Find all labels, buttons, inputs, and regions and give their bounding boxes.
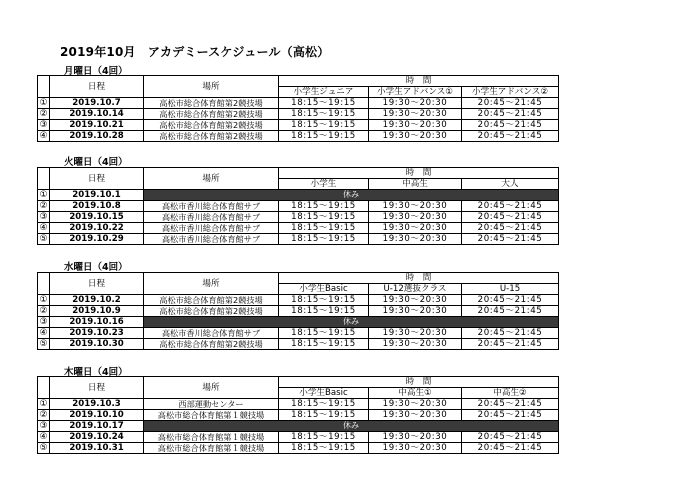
row-date: 2019.10.22 bbox=[50, 223, 144, 234]
header-blank bbox=[38, 377, 50, 399]
category-2: 中高生 bbox=[369, 179, 462, 190]
row-time-3: 20:45～21:45 bbox=[462, 339, 559, 350]
row-time-1: 18:15～19:15 bbox=[279, 339, 369, 350]
category-1: 小学生Basic bbox=[279, 388, 369, 399]
table-row bbox=[38, 443, 559, 454]
row-time-3: 20:45～21:45 bbox=[462, 328, 559, 339]
rest-day-bar: 休み bbox=[144, 190, 559, 201]
category-3: 小学生アドバンス② bbox=[462, 87, 559, 98]
row-date: 2019.10.28 bbox=[50, 131, 144, 142]
row-place: 高松市総合体育館第2競技場 bbox=[144, 120, 279, 131]
table-row bbox=[38, 328, 559, 339]
row-time-2: 19:30～20:30 bbox=[369, 295, 462, 306]
header-time: 時 間 bbox=[279, 273, 559, 284]
header-blank bbox=[38, 168, 50, 190]
table-row bbox=[38, 190, 559, 201]
row-date: 2019.10.29 bbox=[50, 234, 144, 245]
row-number: ① bbox=[39, 295, 48, 305]
row-place: 高松市総合体育館第2競技場 bbox=[144, 295, 279, 306]
row-number: ④ bbox=[39, 432, 48, 442]
row-place: 高松市総合体育館第2競技場 bbox=[144, 131, 279, 142]
row-time-3: 20:45～21:45 bbox=[462, 98, 559, 109]
row-time-2: 19:30～20:30 bbox=[369, 306, 462, 317]
row-time-2: 19:30～20:30 bbox=[369, 410, 462, 421]
header-time: 時 間 bbox=[279, 377, 559, 388]
row-time-2: 19:30～20:30 bbox=[369, 234, 462, 245]
row-time-3: 20:45～21:45 bbox=[462, 306, 559, 317]
row-number: ③ bbox=[39, 120, 48, 130]
day-heading-monday: 月曜日（4回） bbox=[64, 66, 128, 77]
row-number: ② bbox=[39, 410, 48, 420]
row-time-3: 20:45～21:45 bbox=[462, 223, 559, 234]
row-number: ④ bbox=[39, 223, 48, 233]
row-place: 高松市香川総合体育館サブ bbox=[144, 223, 279, 234]
row-date: 2019.10.17 bbox=[50, 421, 144, 432]
row-date: 2019.10.30 bbox=[50, 339, 144, 350]
row-time-1: 18:15～19:15 bbox=[279, 212, 369, 223]
category-2: 中高生① bbox=[369, 388, 462, 399]
row-time-2: 19:30～20:30 bbox=[369, 432, 462, 443]
row-time-1: 18:15～19:15 bbox=[279, 131, 369, 142]
row-time-1: 18:15～19:15 bbox=[279, 443, 369, 454]
row-date: 2019.10.16 bbox=[50, 317, 144, 328]
row-date: 2019.10.2 bbox=[50, 295, 144, 306]
row-time-2: 19:30～20:30 bbox=[369, 328, 462, 339]
row-number: ② bbox=[39, 306, 48, 316]
row-time-3: 20:45～21:45 bbox=[462, 234, 559, 245]
schedule-table-wednesday bbox=[37, 272, 559, 350]
row-time-1: 18:15～19:15 bbox=[279, 328, 369, 339]
category-3: 大人 bbox=[462, 179, 559, 190]
rest-day-bar: 休み bbox=[144, 317, 559, 328]
table-row bbox=[38, 295, 559, 306]
row-time-2: 19:30～20:30 bbox=[369, 223, 462, 234]
row-date: 2019.10.3 bbox=[50, 399, 144, 410]
row-time-1: 18:15～19:15 bbox=[279, 98, 369, 109]
row-time-2: 19:30～20:30 bbox=[369, 120, 462, 131]
row-number: ④ bbox=[39, 131, 48, 141]
row-number: ② bbox=[39, 201, 48, 211]
row-time-1: 18:15～19:15 bbox=[279, 399, 369, 410]
day-heading-wednesday: 水曜日（4回） bbox=[64, 262, 128, 273]
row-place: 高松市香川総合体育館サブ bbox=[144, 234, 279, 245]
row-place: 高松市香川総合体育館サブ bbox=[144, 212, 279, 223]
row-number: ③ bbox=[39, 421, 48, 431]
day-heading-thursday: 木曜日（4回） bbox=[64, 367, 128, 378]
row-number: ② bbox=[39, 109, 48, 119]
row-date: 2019.10.31 bbox=[50, 443, 144, 454]
category-1: 小学生ジュニア bbox=[279, 87, 369, 98]
row-date: 2019.10.14 bbox=[50, 109, 144, 120]
table-row bbox=[38, 339, 559, 350]
schedule-table-thursday bbox=[37, 376, 559, 454]
row-date: 2019.10.24 bbox=[50, 432, 144, 443]
row-place: 高松市総合体育館第2競技場 bbox=[144, 98, 279, 109]
row-number: ③ bbox=[39, 317, 48, 327]
table-row bbox=[38, 410, 559, 421]
row-place: 西部運動センター bbox=[144, 399, 279, 410]
header-place: 場所 bbox=[144, 377, 279, 399]
row-time-2: 19:30～20:30 bbox=[369, 339, 462, 350]
table-row bbox=[38, 201, 559, 212]
row-number: ⑤ bbox=[39, 339, 48, 349]
row-time-3: 20:45～21:45 bbox=[462, 201, 559, 212]
category-1: 小学生 bbox=[279, 179, 369, 190]
row-time-2: 19:30～20:30 bbox=[369, 109, 462, 120]
row-date: 2019.10.9 bbox=[50, 306, 144, 317]
row-number: ① bbox=[39, 190, 48, 200]
row-number: ⑤ bbox=[39, 443, 48, 453]
table-row bbox=[38, 131, 559, 142]
row-time-2: 19:30～20:30 bbox=[369, 443, 462, 454]
row-date: 2019.10.10 bbox=[50, 410, 144, 421]
header-place: 場所 bbox=[144, 76, 279, 98]
header-date: 日程 bbox=[50, 168, 144, 190]
row-time-3: 20:45～21:45 bbox=[462, 109, 559, 120]
table-row bbox=[38, 432, 559, 443]
header-blank bbox=[38, 273, 50, 295]
row-date: 2019.10.15 bbox=[50, 212, 144, 223]
row-time-3: 20:45～21:45 bbox=[462, 295, 559, 306]
row-time-3: 20:45～21:45 bbox=[462, 399, 559, 410]
table-row bbox=[38, 223, 559, 234]
rest-day-bar: 休み bbox=[144, 421, 559, 432]
table-row bbox=[38, 421, 559, 432]
table-row bbox=[38, 306, 559, 317]
row-time-1: 18:15～19:15 bbox=[279, 295, 369, 306]
table-row bbox=[38, 98, 559, 109]
row-place: 高松市香川総合体育館サブ bbox=[144, 328, 279, 339]
category-3: 中高生② bbox=[462, 388, 559, 399]
row-number: ⑤ bbox=[39, 234, 48, 244]
header-time: 時 間 bbox=[279, 168, 559, 179]
row-time-2: 19:30～20:30 bbox=[369, 201, 462, 212]
header-time: 時 間 bbox=[279, 76, 559, 87]
row-place: 高松市総合体育館第１競技場 bbox=[144, 410, 279, 421]
row-time-3: 20:45～21:45 bbox=[462, 131, 559, 142]
category-2: U-12選抜クラス bbox=[369, 284, 462, 295]
header-blank bbox=[38, 76, 50, 98]
page-title: 2019年10月 アカデミースケジュール（高松） bbox=[60, 45, 330, 59]
table-row bbox=[38, 399, 559, 410]
row-time-3: 20:45～21:45 bbox=[462, 120, 559, 131]
table-row bbox=[38, 120, 559, 131]
row-time-2: 19:30～20:30 bbox=[369, 98, 462, 109]
row-time-3: 20:45～21:45 bbox=[462, 212, 559, 223]
header-date: 日程 bbox=[50, 377, 144, 399]
row-time-3: 20:45～21:45 bbox=[462, 443, 559, 454]
row-time-1: 18:15～19:15 bbox=[279, 109, 369, 120]
day-heading-tuesday: 火曜日（4回） bbox=[64, 157, 128, 168]
row-date: 2019.10.21 bbox=[50, 120, 144, 131]
row-time-3: 20:45～21:45 bbox=[462, 432, 559, 443]
header-date: 日程 bbox=[50, 273, 144, 295]
category-3: U-15 bbox=[462, 284, 559, 295]
row-number: ① bbox=[39, 98, 48, 108]
schedule-table-monday bbox=[37, 75, 559, 142]
row-time-2: 19:30～20:30 bbox=[369, 131, 462, 142]
row-time-2: 19:30～20:30 bbox=[369, 212, 462, 223]
table-row bbox=[38, 317, 559, 328]
row-time-1: 18:15～19:15 bbox=[279, 306, 369, 317]
row-time-1: 18:15～19:15 bbox=[279, 120, 369, 131]
table-row bbox=[38, 234, 559, 245]
row-time-1: 18:15～19:15 bbox=[279, 234, 369, 245]
row-place: 高松市総合体育館第2競技場 bbox=[144, 306, 279, 317]
row-place: 高松市総合体育館第１競技場 bbox=[144, 443, 279, 454]
header-place: 場所 bbox=[144, 273, 279, 295]
header-date: 日程 bbox=[50, 76, 144, 98]
row-place: 高松市総合体育館第2競技場 bbox=[144, 109, 279, 120]
row-place: 高松市総合体育館第2競技場 bbox=[144, 339, 279, 350]
row-number: ① bbox=[39, 399, 48, 409]
row-place: 高松市香川総合体育館サブ bbox=[144, 201, 279, 212]
row-time-1: 18:15～19:15 bbox=[279, 223, 369, 234]
row-time-1: 18:15～19:15 bbox=[279, 432, 369, 443]
row-place: 高松市総合体育館第１競技場 bbox=[144, 432, 279, 443]
schedule-table-tuesday bbox=[37, 167, 559, 245]
row-time-1: 18:15～19:15 bbox=[279, 201, 369, 212]
row-time-2: 19:30～20:30 bbox=[369, 399, 462, 410]
table-row bbox=[38, 212, 559, 223]
row-date: 2019.10.7 bbox=[50, 98, 144, 109]
category-2: 小学生アドバンス① bbox=[369, 87, 462, 98]
row-date: 2019.10.1 bbox=[50, 190, 144, 201]
table-row bbox=[38, 109, 559, 120]
row-number: ④ bbox=[39, 328, 48, 338]
row-time-1: 18:15～19:15 bbox=[279, 410, 369, 421]
row-time-3: 20:45～21:45 bbox=[462, 410, 559, 421]
row-number: ③ bbox=[39, 212, 48, 222]
category-1: 小学生Basic bbox=[279, 284, 369, 295]
row-date: 2019.10.23 bbox=[50, 328, 144, 339]
header-place: 場所 bbox=[144, 168, 279, 190]
row-date: 2019.10.8 bbox=[50, 201, 144, 212]
